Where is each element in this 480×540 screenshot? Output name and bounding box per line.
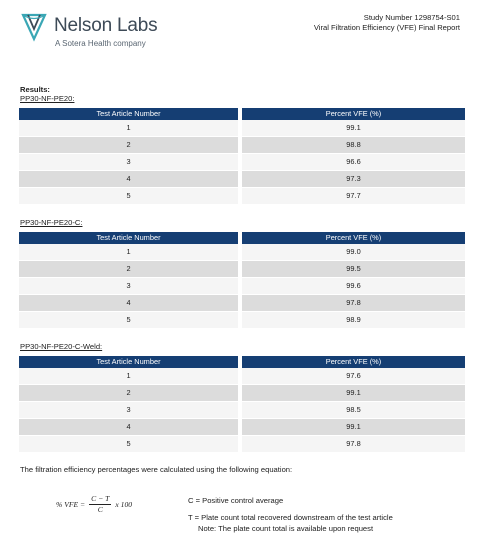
- column-header-article: Test Article Number: [19, 232, 238, 244]
- column-header-article: Test Article Number: [19, 356, 238, 368]
- equation-numerator: C − T: [91, 494, 110, 503]
- definition-note: Note: The plate count total is available upon request: [198, 524, 374, 533]
- report-title: Viral Filtration Efficiency (VFE) Final Report: [313, 23, 460, 32]
- article-number: 2: [19, 261, 238, 278]
- article-number: 5: [19, 188, 238, 205]
- column-header-article: Test Article Number: [19, 108, 238, 120]
- article-number: 4: [19, 171, 238, 188]
- article-number: 1: [19, 368, 238, 385]
- article-number: 5: [19, 312, 238, 329]
- vfe-value: 99.1: [242, 419, 465, 436]
- vfe-value: 98.8: [242, 137, 465, 154]
- equation-lhs: % VFE =: [56, 500, 86, 509]
- equation-definitions: [188, 495, 393, 534]
- table-2-label: PP30-NF-PE20-C:: [20, 218, 83, 227]
- results-table-3: [19, 356, 465, 453]
- column-header-vfe: Percent VFE (%): [242, 108, 465, 120]
- article-number: 3: [19, 278, 238, 295]
- logo-subtitle: A Sotera Health company: [55, 39, 146, 48]
- vfe-value: 98.9: [242, 312, 465, 329]
- article-number: 2: [19, 137, 238, 154]
- results-table-1: [19, 108, 465, 205]
- vfe-value: 97.7: [242, 188, 465, 205]
- article-number: 4: [19, 419, 238, 436]
- vfe-value: 98.5: [242, 402, 465, 419]
- report-header: [314, 13, 460, 33]
- table-3-label: PP30-NF-PE20-C-Weld:: [20, 342, 103, 351]
- vfe-value: 97.3: [242, 171, 465, 188]
- column-header-vfe: Percent VFE (%): [242, 232, 465, 244]
- article-number: 5: [19, 436, 238, 453]
- vfe-value: 99.1: [242, 385, 465, 402]
- logo-name: Nelson Labs: [54, 15, 158, 36]
- article-number: 3: [19, 154, 238, 171]
- results-table-2: [19, 232, 465, 329]
- article-number: 3: [19, 402, 238, 419]
- vfe-equation: [56, 494, 132, 515]
- vfe-value: 96.6: [242, 154, 465, 171]
- vfe-value: 97.6: [242, 368, 465, 385]
- article-number: 1: [19, 120, 238, 137]
- article-number: 4: [19, 295, 238, 312]
- nelson-labs-mark-icon: [20, 12, 48, 42]
- table-1-label: PP30-NF-PE20:: [20, 94, 75, 103]
- article-number: 1: [19, 244, 238, 261]
- company-logo: [20, 10, 190, 54]
- equation-multiplier: x 100: [115, 500, 133, 509]
- vfe-value: 99.1: [242, 120, 465, 137]
- vfe-value: 99.5: [242, 261, 465, 278]
- column-header-vfe: Percent VFE (%): [242, 356, 465, 368]
- vfe-value: 97.8: [242, 295, 465, 312]
- equation-intro: The filtration efficiency percentages were calculated using the following equation:: [20, 465, 293, 474]
- vfe-value: 99.0: [242, 244, 465, 261]
- equation-denominator: C: [97, 505, 103, 514]
- definition-c: C = Positive control average: [188, 496, 284, 505]
- study-number: Study Number 1298754-S01: [363, 13, 460, 22]
- definition-t: T = Plate count total recovered downstream of the test article: [188, 513, 393, 522]
- vfe-value: 97.8: [242, 436, 465, 453]
- results-label: Results:: [20, 85, 50, 94]
- vfe-value: 99.6: [242, 278, 465, 295]
- article-number: 2: [19, 385, 238, 402]
- equation-fraction: [89, 494, 111, 515]
